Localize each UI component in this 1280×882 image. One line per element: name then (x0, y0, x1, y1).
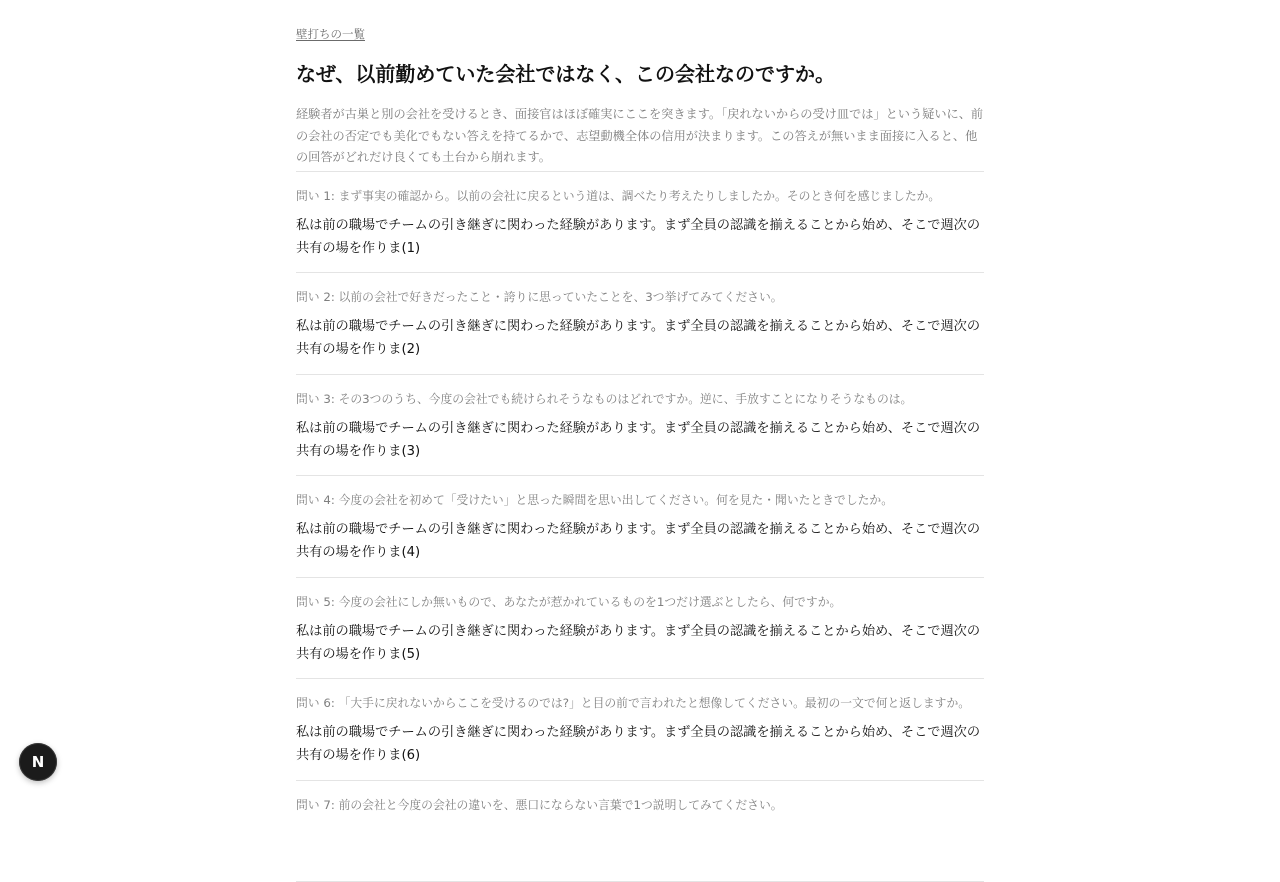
question-list (296, 172, 984, 882)
answer-text[interactable]: 私は前の職場でチームの引き継ぎに関わった経験があります。まず全員の認識を揃えることから始め、そこで週次の共有の場を作りま(5) (296, 620, 984, 666)
answer-text[interactable]: 私は前の職場でチームの引き継ぎに関わった経験があります。まず全員の認識を揃えることから始め、そこで週次の共有の場を作りま(1) (296, 214, 984, 260)
badge-letter: N (32, 755, 45, 770)
answer-text[interactable]: 私は前の職場でチームの引き継ぎに関わった経験があります。まず全員の認識を揃えることから始め、そこで週次の共有の場を作りま(2) (296, 315, 984, 361)
main-content (296, 0, 984, 882)
answer-text[interactable]: 私は前の職場でチームの引き継ぎに関わった経験があります。まず全員の認識を揃えることから始め、そこで週次の共有の場を作りま(3) (296, 417, 984, 463)
question-text: 問い 4: 今度の会社を初めて「受けたい」と思った瞬間を思い出してください。何を見た・聞いたときでしたか。 (296, 490, 984, 510)
question-text: 問い 3: その3つのうち、今度の会社でも続けられそうなものはどれですか。逆に、手放すことになりそうなものは。 (296, 389, 984, 409)
question-item (296, 781, 984, 882)
answer-text[interactable]: 私は前の職場でチームの引き継ぎに関わった経験があります。まず全員の認識を揃えることから始め、そこで週次の共有の場を作りま(6) (296, 721, 984, 767)
question-item (296, 679, 984, 781)
back-to-list-link[interactable]: 壁打ちの一覧 (296, 26, 365, 42)
page-lead: 経験者が古巣と別の会社を受けるとき、面接官はほぼ確実にここを突きます。「戻れないからの受け皿では」という疑いに、前の会社の否定でも美化でもない答えを持てるかで、志望動機全体の信用が決まります。この答えが無いまま面接に入ると、他の回答がどれだけ良くても土台から崩れます。 (296, 104, 984, 172)
question-item (296, 476, 984, 578)
question-text: 問い 2: 以前の会社で好きだったこと・誇りに思っていたことを、3つ挙げてみてください。 (296, 287, 984, 307)
question-text: 問い 6: 「大手に戻れないからここを受けるのでは?」と目の前で言われたと想像してください。最初の一文で何と返しますか。 (296, 693, 984, 713)
question-item (296, 578, 984, 680)
question-item (296, 172, 984, 274)
question-text: 問い 7: 前の会社と今度の会社の違いを、悪口にならない言葉で1つ説明してみてください。 (296, 795, 984, 815)
dev-tools-badge[interactable] (19, 743, 57, 781)
answer-text[interactable]: 私は前の職場でチームの引き継ぎに関わった経験があります。まず全員の認識を揃えることから始め、そこで週次の共有の場を作りま(4) (296, 518, 984, 564)
question-text: 問い 5: 今度の会社にしか無いもので、あなたが惹かれているものを1つだけ選ぶとしたら、何ですか。 (296, 592, 984, 612)
page-title: なぜ、以前勤めていた会社ではなく、この会社なのですか。 (296, 58, 984, 90)
question-text: 問い 1: まず事実の確認から。以前の会社に戻るという道は、調べたり考えたりしましたか。そのとき何を感じましたか。 (296, 186, 984, 206)
question-item (296, 375, 984, 477)
question-item (296, 273, 984, 375)
